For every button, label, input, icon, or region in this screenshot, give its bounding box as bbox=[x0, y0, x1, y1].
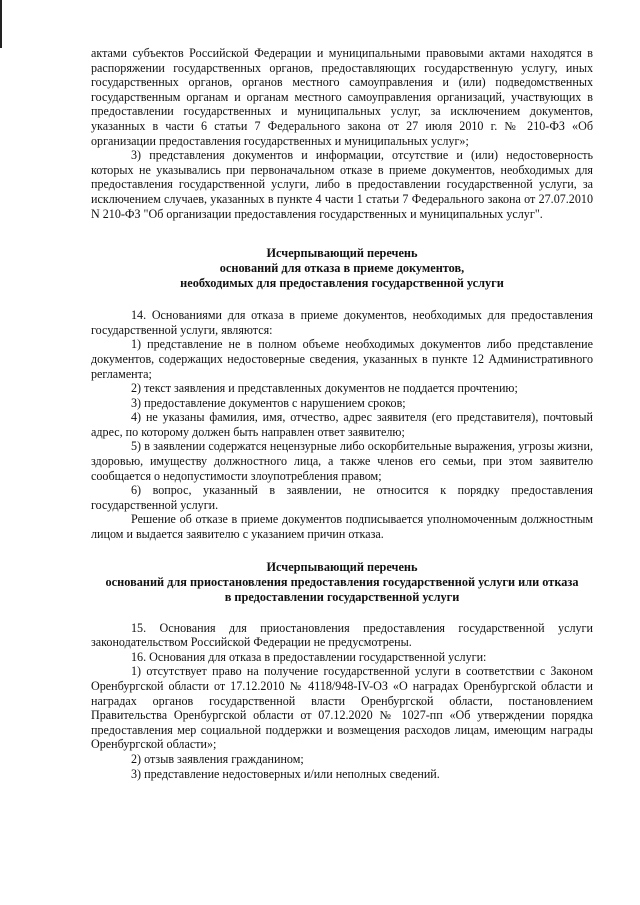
list-item: 6) вопрос, указанный в заявлении, не относится к порядку предоставления государственной услуги. bbox=[91, 483, 593, 512]
document-page bbox=[91, 46, 593, 781]
section-heading-refusal-acceptance bbox=[91, 246, 593, 291]
paragraph-14: 14. Основаниями для отказа в приеме документов, необходимых для предоставления государственной услуги, являются: bbox=[91, 308, 593, 337]
scan-edge-mark bbox=[0, 0, 2, 48]
paragraph-continuation: актами субъектов Российской Федерации и муниципальными правовыми актами находятся в распоряжении государственных органов, предоставляющих государственную услугу, иных государственных органов, органов местного самоуправления и (или) подведомственных государственным органам и органам местного самоуправления организаций, участвующих в предоставлении государственных и муниципальных услуг, за исключением документов, указанных в части 6 статьи 7 Федерального закона от 27 июля 2010 г. № 210-ФЗ «Об организации предоставления государственных и муниципальных услуг»; bbox=[91, 46, 593, 148]
list-item: 4) не указаны фамилия, имя, отчество, адрес заявителя (его представителя), почтовый адрес, по которому должен быть направлен ответ заявителю; bbox=[91, 410, 593, 439]
list-item: 3) представление недостоверных и/или неполных сведений. bbox=[131, 766, 440, 781]
paragraph-decision: Решение об отказе в приеме документов подписывается уполномоченным должностным лицом и выдается заявителю с указанием причин отказа. bbox=[91, 512, 593, 542]
heading-line: в предоставлении государственной услуги bbox=[224, 589, 460, 604]
paragraph-16: 16. Основания для отказа в предоставлении государственной услуги: bbox=[131, 649, 487, 664]
heading-line: Исчерпывающий перечень bbox=[266, 246, 418, 261]
paragraph-15: 15. Основания для приостановления предоставления государственной услуги законодательством Российской Федерации не предусмотрены. bbox=[91, 620, 593, 650]
heading-line: оснований для приостановления предоставления государственной услуги или отказа bbox=[105, 574, 579, 589]
paragraph-item-3: 3) представления документов и информации, отсутствие и (или) недостоверность которых не указывались при первоначальном отказе в приеме документов, необходимых для предоставления государственной услуги, либо в предоставлении государственной услуги, за исключением случаев, указанных в пункте 4 части 1 статьи 7 Федерального закона от 27.07.2010 N 210-ФЗ "Об организации предоставления государственных и муниципальных услуг". bbox=[91, 148, 593, 221]
list-item: 2) текст заявления и представленных документов не поддается прочтению; bbox=[131, 381, 518, 396]
list-item: 5) в заявлении содержатся нецензурные либо оскорбительные выражения, угрозы жизни, здоровью, имуществу должностного лица, а также членов его семьи, при этом заявителю сообщается о недопустимости злоупотребления правом; bbox=[91, 439, 593, 483]
heading-line: оснований для отказа в приеме документов, bbox=[219, 261, 465, 276]
section-heading-suspension-refusal bbox=[91, 560, 593, 605]
list-item: 1) отсутствует право на получение государственной услуги в соответствии с Законом Оренбургской области от 17.12.2010 № 4118/948-IV-ОЗ «О наградах Оренбургской области и наградах органов государственной власти Оренбургской области, постановлением Правительства Оренбургской области от 07.12.2020 № 1027-пп «Об утверждении порядка предоставления мер социальной поддержки и возмещения расходов лицам, имеющим награды Оренбургской области»; bbox=[91, 664, 593, 752]
list-item: 1) представление не в полном объеме необходимых документов либо представление документов, содержащих недостоверные сведения, указанных в пункте 12 Административного регламента; bbox=[91, 337, 593, 381]
list-item: 2) отзыв заявления гражданином; bbox=[131, 751, 304, 766]
list-item: 3) предоставление документов с нарушением сроков; bbox=[131, 395, 406, 410]
heading-line: необходимых для предоставления государственной услуги bbox=[180, 276, 504, 291]
heading-line: Исчерпывающий перечень bbox=[266, 559, 418, 574]
